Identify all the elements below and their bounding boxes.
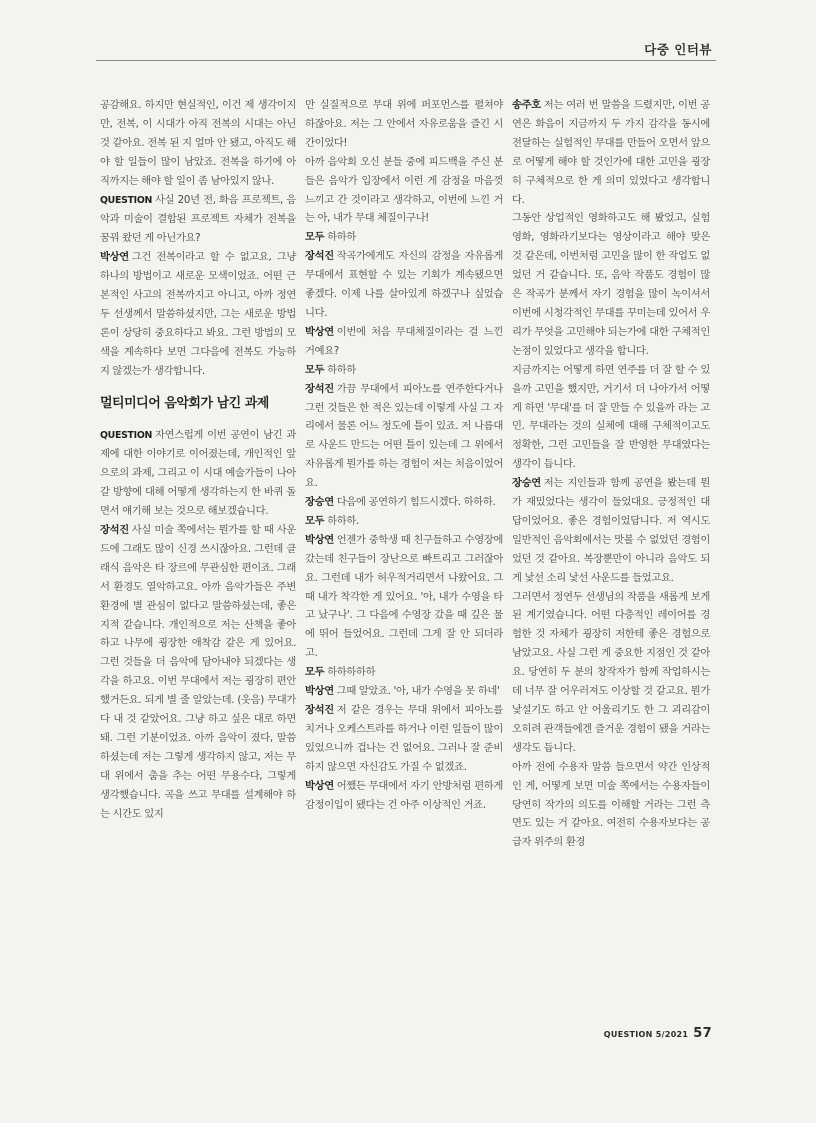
speaker-label: 장석진 <box>100 524 129 537</box>
paragraph: 장석진 작곡가에게도 자신의 감정을 자유롭게 무대에서 표현할 수 있는 기회가 계속됐으면 좋겠다. 이제 나를 살아있게 하겠구나 싶었습니다. <box>305 250 503 319</box>
section-heading: 멀티미디어 음악회가 남긴 과제 <box>100 395 269 411</box>
speaker-label: QUESTION <box>100 429 153 441</box>
speaker-label: 모두 <box>305 363 325 376</box>
paragraph: 모두 하하하 <box>305 231 356 244</box>
paragraph: 박상연 이번에 처음 무대체질이라는 걸 느낀 거예요? <box>305 325 503 357</box>
speaker-label: 장승연 <box>512 477 541 490</box>
section-title: 다중 인터뷰 <box>644 42 712 57</box>
paragraph: 장승연 저는 지인들과 함께 공연을 봤는데 뭔가 재밌었다는 생각이 들었대요. 긍정적인 대답이었어요. 좋은 경험이었답니다. 저 역시도 일반적인 음악회에서는 맛볼 수 없었던 경험이었던 것 같아요. 복장뿐만이 아니라 음악도 되게 낯선 소리 낯선 사운드를 들었고요. <box>512 477 710 584</box>
text-column-1 <box>100 96 296 824</box>
paragraph: 아까 음악회 오신 분들 중에 피드백을 주신 분들은 음악가 입장에서 이런 게 감정을 마음껏 느끼고 간 것이라고 생각하고, 이번에 느낀 거는 아, 내가 무대 체질이구나! <box>305 155 503 225</box>
text-column-2 <box>305 96 503 814</box>
page-footer <box>604 1026 712 1041</box>
speaker-label: 장석진 <box>305 382 334 395</box>
header-rule <box>96 60 716 61</box>
speaker-label: 모두 <box>305 514 325 527</box>
page-number: 57 <box>693 1026 712 1041</box>
paragraph: 박상연 어쨌든 무대에서 자기 안방처럼 편하게 감정이입이 됐다는 건 아주 이상적인 거죠. <box>305 779 503 811</box>
paragraph: QUESTION 사실 20년 전, 화음 프로젝트, 음악과 미술이 결합된 프로젝트 자체가 전복을 꿈꿔 왔던 게 아닌가요? <box>100 193 296 245</box>
speaker-label: 박상연 <box>100 251 129 264</box>
paragraph: 장석진 사실 미술 쪽에서는 뭔가를 할 때 사운드에 그래도 많이 신경 쓰시잖아요. 그런데 클래식 음악은 타 장르에 무관심한 편이죠. 그래서 환경도 열악하고요. 아까 음악가들은 주변 환경에 별 관심이 없다고 말씀하셨는데, 좋은 지적 같습니다. 개인적으로 저는 산책을 좋아하고 나무에 굉장한 애착감 같은 게 있어요. 그런 것들을 더 음악에 담아내야 되겠다는 생각을 하고요. 이번 무대에서 저는 굉장히 편안했거든요. 되게 별 줄 알았는데. (웃음) 무대가 다 내 것 같았어요. 그냥 하고 싶은 대로 하면 돼. 그런 기분이었죠. 아까 음악이 졌다, 말씀하셨는데 저는 그렇게 생각하지 않고, 저는 무대 위에서 춤을 추는 어떤 무용수다, 그렇게 생각했습니다. 곡을 쓰고 무대를 설계해야 하는 시간도 있지 <box>100 524 296 820</box>
paragraph: 장석진 저 같은 경우는 무대 위에서 피아노를 치거나 오케스트라를 하거나 이런 일들이 많이 있었으니까 겁나는 건 없어요. 그러나 잘 준비하지 않으면 자신감도 가질 수 없겠죠. <box>305 704 503 773</box>
paragraph: 모두 하하하하하 <box>305 666 376 679</box>
speaker-label: 박상연 <box>305 779 334 792</box>
paragraph: 모두 하하하 <box>305 363 356 376</box>
speaker-label: QUESTION <box>100 194 153 206</box>
paragraph: 박상연 그건 전복이라고 할 수 없고요, 그냥 하나의 방법이고 새로운 모색이었죠. 어떤 근본적인 사고의 전복까지고 아니고, 아까 정연두 선생께서 말씀하셨지만, 그는 새로운 방법론이 상당히 중요하다고 봐요. 그런 방법의 모색을 계속하다 보면 그다음에 전복도 가능하지 않겠는가 생각합니다. <box>100 251 296 377</box>
paragraph: 박상연 언젠가 중학생 때 친구들하고 수영장에 갔는데 친구들이 장난으로 빠트리고 그러잖아요. 그런데 내가 허우적거리면서 나왔어요. 그때 내가 착각한 게 있어요. '아, 내가 수영을 타고 났구나'. 그 다음에 수영장 갔을 때 깊은 물에 뛰어 들었어요. 그런데 그게 잘 안 되더라고. <box>305 533 503 660</box>
paragraph: QUESTION 자연스럽게 이번 공연이 남긴 과제에 대한 이야기로 이어졌는데, 개인적인 앞으로의 과제, 그리고 이 시대 예술가들이 나아갈 방향에 대해 어떻게 생각하는지 한 바퀴 돌면서 얘기해 보는 것으로 해보겠습니다. <box>100 428 296 518</box>
issue-label: QUESTION 5/2021 <box>603 1030 689 1039</box>
paragraph: 박상연 그때 알았죠. '아, 내가 수영을 못 하네' <box>305 685 500 698</box>
speaker-label: 장석진 <box>305 704 334 716</box>
speaker-label: 박상연 <box>305 533 334 546</box>
speaker-label: 송주호 <box>512 99 541 111</box>
speaker-label: 모두 <box>305 231 325 244</box>
speaker-label: 장승연 <box>305 496 334 509</box>
paragraph: 공감해요. 하지만 현실적인, 이건 제 생각이지만, 전복, 이 시대가 아직 전복의 시대는 아닌 것 같아요. 전복 된 지 얼마 안 됐고, 아직도 해야 할 일들이 많이 남았죠. 전복을 하기에 아직까지는 해야 할 일이 좀 남아있지 않나. <box>100 99 296 187</box>
paragraph: 지금까지는 어떻게 하면 연주를 더 잘 할 수 있을까 고민을 했지만, 거기서 더 나아가서 어떻게 하면 '무대'를 더 잘 만들 수 있을까 라는 고민. 무대라는 것의 실체에 대해 구체적이고도 정확한, 그런 고민들을 잘 반영한 무대였다는 생각이 듭니다. <box>512 363 710 471</box>
paragraph: 만 실질적으로 무대 위에 퍼포먼스를 펼쳐야 하잖아요. 저는 그 안에서 자유로움을 즐긴 시간이었다! <box>305 99 503 149</box>
speaker-label: 모두 <box>305 666 325 679</box>
speaker-label: 박상연 <box>305 685 334 698</box>
paragraph: 장석진 가끔 무대에서 피아노를 연주한다거나 그런 것들은 한 적은 있는데 이렇게 사실 그 자리에서 물론 어느 정도에 틀이 있죠. 저 나름대로 사운드 만드는 어떤 틀이 있는데 그 위에서 자유롭게 뭔가를 하는 경험이 저는 처음이었어요. <box>305 382 503 490</box>
speaker-label: 박상연 <box>305 325 334 338</box>
paragraph: 그러면서 정연두 선생님의 작품을 새롭게 보게 된 계기였습니다. 어떤 다층적인 레이어를 경험한 것 자체가 굉장히 저한테 좋은 경험으로 남았고요. 사실 그런 게 중요한 지점인 것 같아요. 당연히 두 분의 창작자가 함께 작업하시는데 너무 잘 어우러져도 이상할 것 같고요. 뭔가 낯설기도 하고 안 어울리기도 한 그 괴리감이 오히려 관객들에겐 즐거운 경험이 됐을 거라는 생각도 듭니다. <box>512 590 710 754</box>
paragraph: 장승연 다음에 공연하기 힘드시겠다. 하하하. <box>305 496 496 509</box>
speaker-label: 장석진 <box>305 250 334 263</box>
page-header <box>96 38 716 62</box>
paragraph: 아까 전에 수용자 말씀 들으면서 약간 인상적인 게, 어떻게 보면 미술 쪽에서는 수용자들이 당연히 작가의 의도를 이해할 거라는 그런 측면도 있는 거 같아요. 여전히 수용자보다는 공급자 위주의 환경 <box>512 760 710 849</box>
paragraph: 송주호 저는 여러 번 말씀을 드렸지만, 이번 공연은 화음이 지금까지 두 가지 감각을 동시에 전달하는 실험적인 무대를 만들어 오면서 앞으로 어떻게 해야 할 것인가에 대한 고민을 굉장히 구체적으로 한 게 의미 있었다고 생각합니다. <box>512 99 710 206</box>
paragraph: 모두 하하하. <box>305 514 359 527</box>
paragraph: 그동안 상업적인 영화하고도 해 봤었고, 실험 영화, 영화라기보다는 영상이라고 해야 맞은 것 같은데, 이번처럼 고민을 많이 한 작업도 없었던 거 같습니다. 또, 음악 작품도 경험이 많은 작곡가 분께서 자기 경험을 많이 녹이셔서 이번에 시청각적인 무대를 꾸미는데 있어서 우리가 무엇을 고민해야 되는가에 대한 구체적인 논점이 있었다고 생각을 합니다. <box>512 212 710 357</box>
text-column-3 <box>512 96 710 852</box>
